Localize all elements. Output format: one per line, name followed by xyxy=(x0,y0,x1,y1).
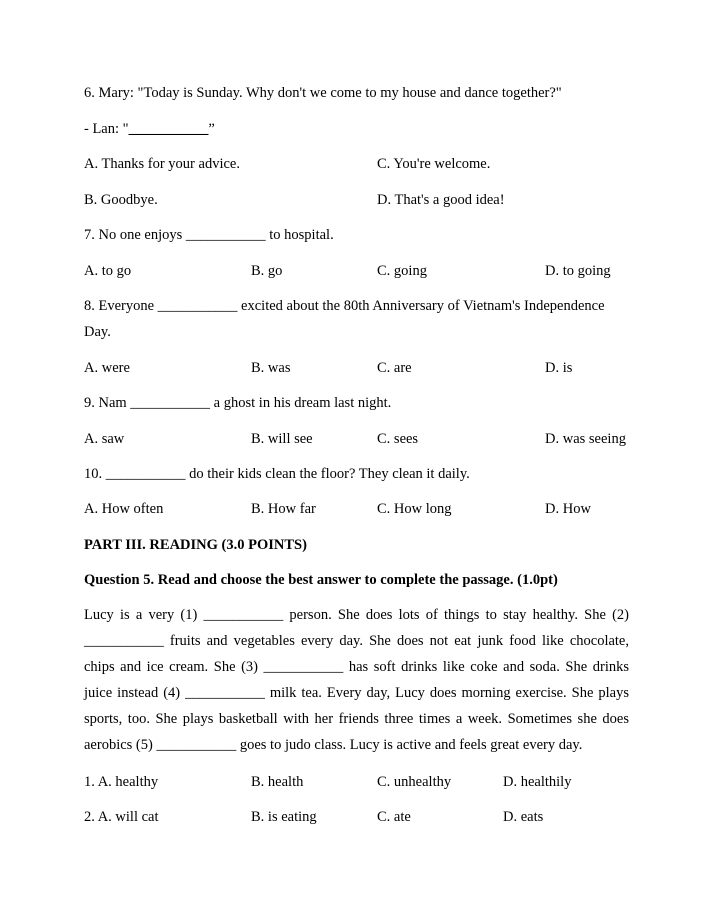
q10-option-a: A. How often xyxy=(84,501,164,517)
q10-stem: 10. ___________ do their kids clean the floor? They clean it daily. xyxy=(84,466,470,482)
q8-stem: 8. Everyone ___________ excited about the 80th Anniversary of Vietnam's Independence Day. xyxy=(84,298,605,340)
q7-option-b: B. go xyxy=(251,263,283,279)
q9-option-c: C. sees xyxy=(377,431,419,447)
q10-option-c: C. How long xyxy=(377,501,452,517)
q7-option-c: C. going xyxy=(377,263,427,279)
r2-option-c: C. ate xyxy=(377,809,411,825)
q10-option-d: D. How xyxy=(545,501,591,517)
q6-reply xyxy=(84,120,215,138)
q10-option-b: B. How far xyxy=(251,501,316,517)
r1-option-b: B. health xyxy=(251,774,304,790)
q6-option-c: C. You're welcome. xyxy=(377,156,491,172)
q7-option-d: D. to going xyxy=(545,263,611,279)
r1-option-c: C. unhealthy xyxy=(377,774,452,790)
q6-stem: 6. Mary: "Today is Sunday. Why don't we come to my house and dance together?" xyxy=(84,85,562,101)
q8-option-a: A. were xyxy=(84,360,130,376)
q7-stem: 7. No one enjoys ___________ to hospital. xyxy=(84,227,334,243)
r1-option-a: 1. A. healthy xyxy=(84,774,159,790)
reading-passage: Lucy is a very (1) ___________ person. She does lots of things to stay healthy. She (2) ___________ fruits and vegetables every day. She does not eat junk food like chocolate, chips and ice cream. She (3) ___________ has soft drinks like coke and soda. She drinks juice instead (4) ___________ milk tea. Every day, Lucy does morning exercise. She plays sports, too. She plays basketball with her friends three times a week. Sometimes she does aerobics (5) ___________ goes to judo class. Lucy is active and feels great every day. xyxy=(84,607,629,753)
q7-option-a: A. to go xyxy=(84,263,132,279)
q6-reply-suffix: ” xyxy=(208,121,215,137)
q9-option-a: A. saw xyxy=(84,431,125,447)
q9-stem: 9. Nam ___________ a ghost in his dream last night. xyxy=(84,395,392,411)
r2-option-d: D. eats xyxy=(503,809,544,825)
q6-option-b: B. Goodbye. xyxy=(84,192,158,208)
q9-option-b: B. will see xyxy=(251,431,313,447)
part3-heading: PART III. READING (3.0 POINTS) xyxy=(84,537,307,553)
q9-option-d: D. was seeing xyxy=(545,431,626,447)
q6-option-d: D. That's a good idea! xyxy=(377,192,505,208)
q8-option-b: B. was xyxy=(251,360,291,376)
q6-reply-prefix: - Lan: " xyxy=(84,121,129,137)
question5-heading: Question 5. Read and choose the best answer to complete the passage. (1.0pt) xyxy=(84,572,558,588)
q8-option-c: C. are xyxy=(377,360,412,376)
r2-option-a: 2. A. will cat xyxy=(84,809,159,825)
r1-option-d: D. healthily xyxy=(503,774,572,790)
r2-option-b: B. is eating xyxy=(251,809,317,825)
q6-option-a: A. Thanks for your advice. xyxy=(84,156,240,172)
q8-option-d: D. is xyxy=(545,360,573,376)
q6-reply-blank: ___________ xyxy=(128,121,209,137)
